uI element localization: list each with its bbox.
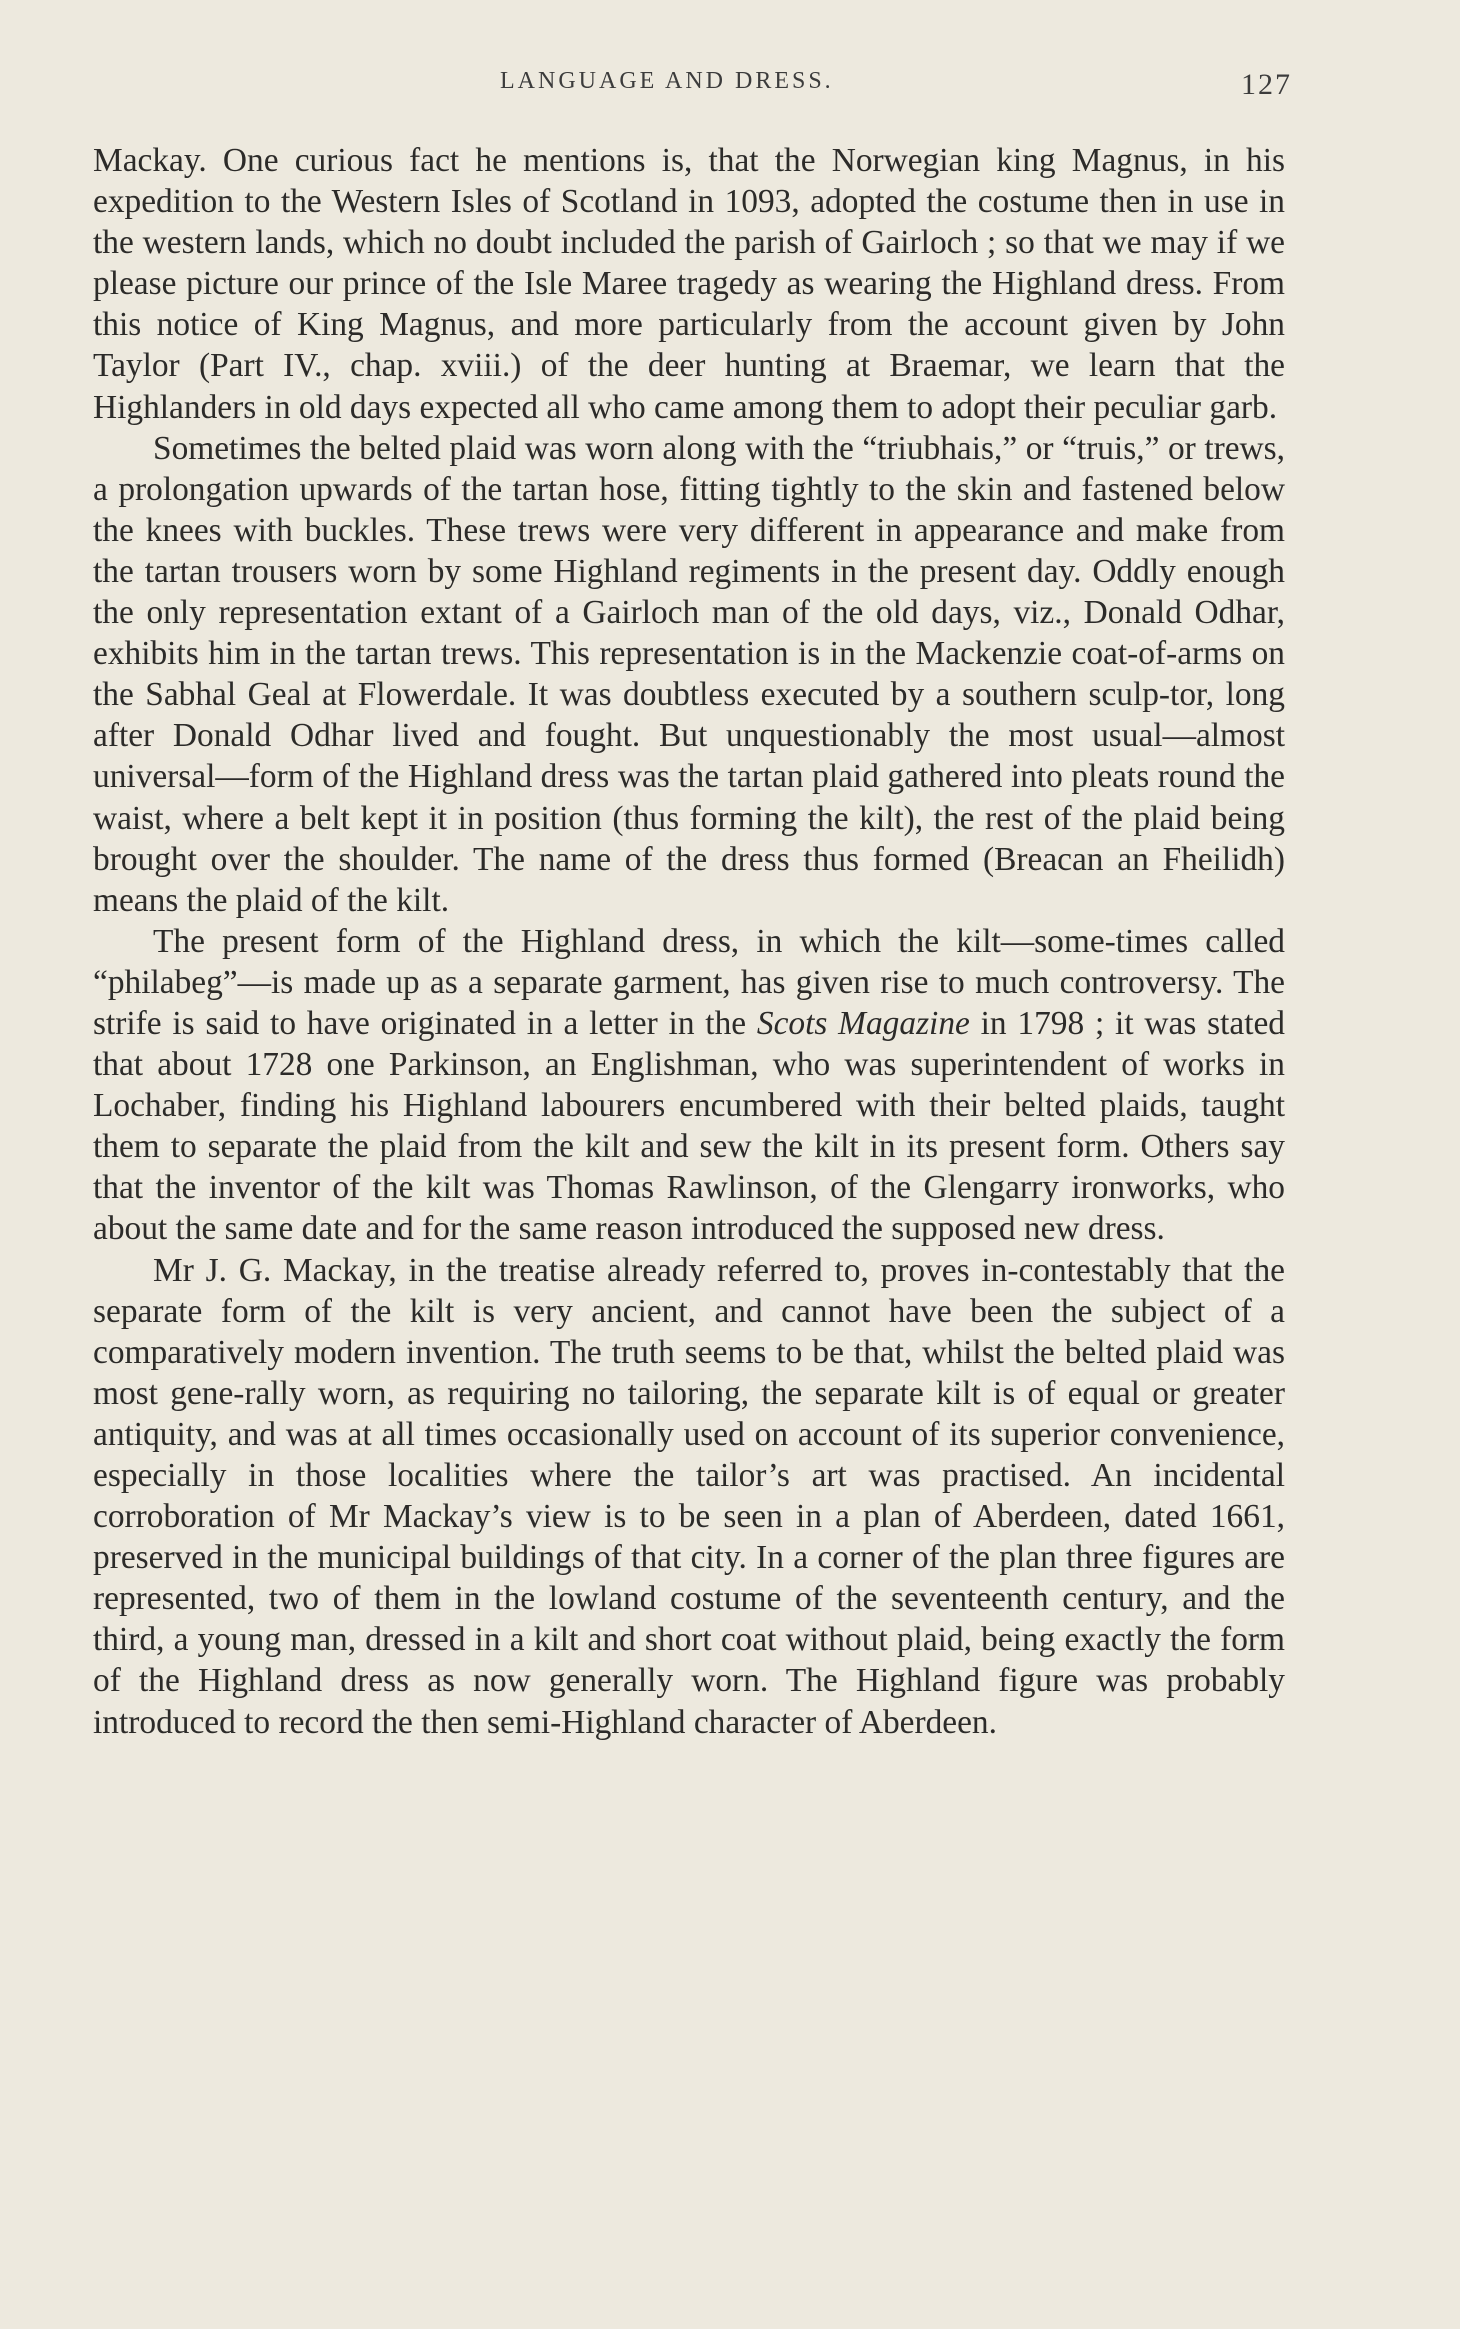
page-number: 127 [1241,68,1292,101]
magazine-title: Scots Magazine [756,1004,970,1042]
running-header [90,68,1290,108]
paragraph-3-text-before: The present form of the Highland dress, in which the kilt—some-times called “philabeg”—is made up as a separate garment, has given rise to much controversy. The strife is said to have originated in a letter in the [93,922,1285,1042]
paragraph-3 [93,921,1285,1250]
paragraph-3-text-after: in 1798 ; it was stated that about 1728 one Parkinson, an Englishman, who was superintendent of works in Lochaber, finding his Highland labourers encumbered with their belted plaids, taught them to separate the plaid from the kilt and sew the kilt in its present form. Others say that the inventor of the kilt was Thomas Rawlinson, of the Glengarry ironworks, who about the same date and for the same reason introduced the supposed new dress. [93,1004,1285,1248]
paragraph-1: Mackay. One curious fact he mentions is, that the Norwegian king Magnus, in his expedition to the Western Isles of Scotland in 1093, adopted the costume then in use in the western lands, which no doubt included the parish of Gairloch ; so that we may if we please picture our prince of the Isle Maree tragedy as wearing the Highland dress. From this notice of King Magnus, and more particularly from the account given by John Taylor (Part IV., chap. xviii.) of the deer hunting at Braemar, we learn that the Highlanders in old days expected all who came among them to adopt their peculiar garb. [93,142,1285,426]
running-header-title: LANGUAGE AND DRESS. [500,68,834,94]
paragraph-2: Sometimes the belted plaid was worn along with the “triubhais,” or “truis,” or trews, a prolongation upwards of the tartan hose, fitting tightly to the skin and fastened below the knees with buckles. These trews were very different in appearance and make from the tartan trousers worn by some Highland regiments in the present day. Oddly enough the only representation extant of a Gairloch man of the old days, viz., Donald Odhar, exhibits him in the tartan trews. This representation is in the Mackenzie coat-of-arms on the Sabhal Geal at Flowerdale. It was doubtless executed by a southern sculp-tor, long after Donald Odhar lived and fought. But unquestionably the most usual—almost universal—form of the Highland dress was the tartan plaid gathered into pleats round the waist, where a belt kept it in position (thus forming the kilt), the rest of the plaid being brought over the shoulder. The name of the dress thus formed (Breacan an Fheilidh) means the plaid of the kilt. [93,429,1285,919]
paragraph-4: Mr J. G. Mackay, in the treatise already referred to, proves in-contestably that the separate form of the kilt is very ancient, and cannot have been the subject of a comparatively modern invention. The truth seems to be that, whilst the belted plaid was most gene-rally worn, as requiring no tailoring, the separate kilt is of equal or greater antiquity, and was at all times occasionally used on account of its superior convenience, especially in those localities where the tailor’s art was practised. An incidental corroboration of Mr Mackay’s view is to be seen in a plan of Aberdeen, dated 1661, preserved in the municipal buildings of that city. In a corner of the plan three figures are represented, two of them in the lowland costume of the seventeenth century, and the third, a young man, dressed in a kilt and short coat without plaid, being exactly the form of the Highland dress as now generally worn. The Highland figure was probably introduced to record the then semi-Highland character of Aberdeen. [93,1251,1285,1741]
body-text [93,140,1285,1743]
